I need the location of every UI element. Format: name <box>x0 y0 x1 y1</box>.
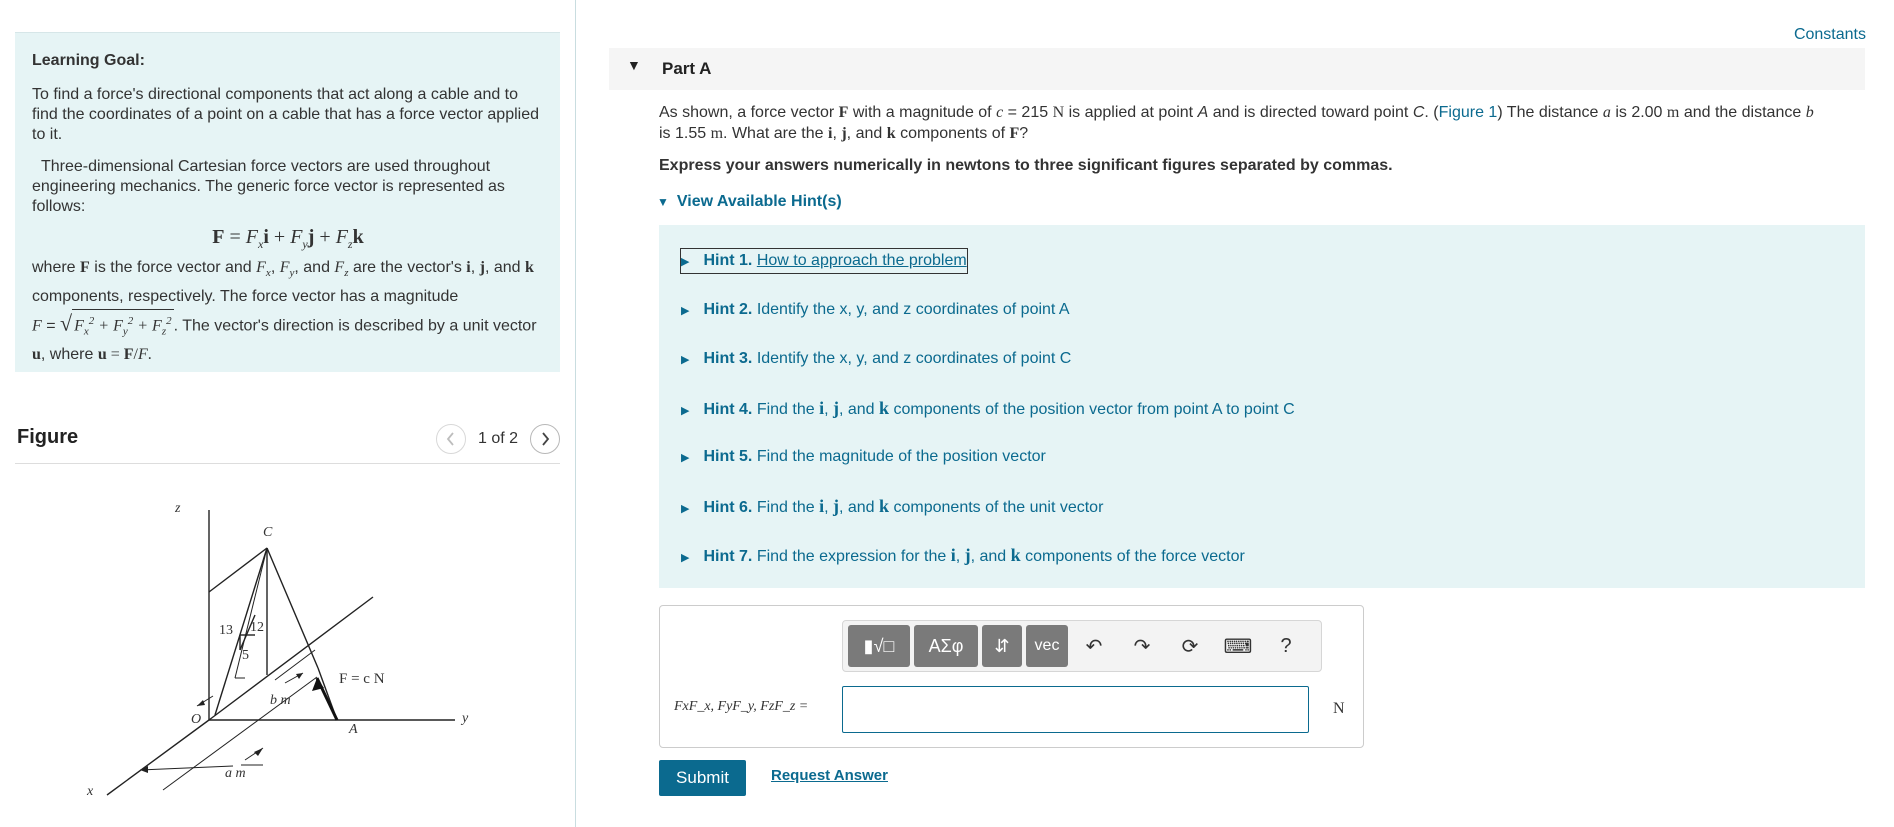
chevron-left-icon <box>446 432 456 446</box>
templates-button[interactable]: ▮√□ <box>848 625 910 667</box>
hint-6[interactable]: ▶ Hint 6. Find the i, j, and k components of the unit vector <box>681 496 1104 516</box>
z-axis-label: z <box>175 501 181 516</box>
figure-page-indicator: 1 of 2 <box>477 430 518 447</box>
intro-text: Three-dimensional Cartesian force vectors are used throughout engineering mechanics. The generic force vector is represented as follows: <box>32 158 505 215</box>
force-label: F = c N <box>339 671 385 687</box>
learning-goal-title: Learning Goal: <box>32 52 145 69</box>
figure-1-link[interactable]: Figure 1 <box>1438 104 1498 121</box>
hint-7[interactable]: ▶ Hint 7. Find the expression for the i, j, and k components of the force vector <box>681 545 1245 565</box>
slope-13-label: 13 <box>219 623 233 638</box>
figure-header <box>15 420 560 464</box>
slope-5-label: 5 <box>242 648 249 663</box>
caret-down-icon: ▼ <box>657 195 669 209</box>
x-axis <box>107 720 209 795</box>
hint-2[interactable]: ▶ Hint 2. Identify the x, y, and z coordinates of point A <box>681 301 1070 318</box>
greek-symbols-button[interactable]: ΑΣφ <box>914 625 978 667</box>
caret-right-icon: ▶ <box>681 405 690 417</box>
hint-3[interactable]: ▶ Hint 3. Identify the x, y, and z coordinates of point C <box>681 350 1072 367</box>
answer-input[interactable] <box>842 686 1309 733</box>
dimension-a-label: a m <box>225 766 246 781</box>
dimension-b-label: b m <box>270 693 291 708</box>
part-a-header[interactable] <box>609 48 1865 90</box>
force-vector-equation: $F = F_xi + F_yj + F_zk$ <box>212 226 364 251</box>
answer-instruction: Express your answers numerically in newtons to three significant figures separated by commas. <box>659 157 1393 174</box>
x-axis-label: x <box>87 784 94 799</box>
vector-button[interactable]: vec <box>1026 625 1068 667</box>
view-hints-toggle[interactable]: ▼ View Available Hint(s) <box>657 193 842 210</box>
next-figure-button[interactable] <box>530 424 560 454</box>
y-axis-label: y <box>462 711 469 726</box>
answer-entry-box <box>659 605 1364 748</box>
caret-right-icon: ▶ <box>681 552 690 564</box>
help-icon[interactable]: ? <box>1280 634 1292 657</box>
answer-label: FxF_x, FyF_y, FzF_z = <box>674 699 809 714</box>
point-a-label: A <box>349 722 358 737</box>
hints-panel <box>659 225 1865 588</box>
caret-right-icon: ▶ <box>681 452 690 464</box>
hint-5[interactable]: ▶ Hint 5. Find the magnitude of the position vector <box>681 448 1046 465</box>
point-c-label: C <box>263 525 273 540</box>
hint-1[interactable]: ▶ Hint 1. How to approach the problem <box>681 249 967 273</box>
redo-icon[interactable]: ↷ <box>1133 635 1151 658</box>
part-title: Part A <box>662 59 712 78</box>
slope-12-label: 12 <box>250 620 264 635</box>
vector-explanation: where F is the force vector and $F_x$, $F_y$, and $F_z$ are the vector's i, j, and k components, respectively. The force vector has a magnitude F = √ $F_x^2 + F_y^2 + F_z^2$ . The vector's direction is described by a unit vector u, where u = F/F. <box>32 259 537 363</box>
hint-4[interactable]: ▶ Hint 4. Find the i, j, and k components of the position vector from point A to point C <box>681 398 1295 418</box>
origin-label: O <box>191 712 202 727</box>
guide-line <box>209 597 373 720</box>
question-text: As shown, a force vector F with a magnitude of c = 215 N is applied at point A and is directed toward point C. (Figure 1) The distance a is 2.00 m and the distance b is 1.55 m. What are the i, j, and k components of F? <box>659 104 1814 142</box>
answer-unit: N <box>1333 700 1345 717</box>
chevron-right-icon <box>540 432 550 446</box>
learning-goal-text: To find a force's directional components that act along a cable and to find the coordinates of a point on a cable that has a force vector applied to it. <box>32 86 539 143</box>
submit-button[interactable]: Submit <box>659 760 746 796</box>
caret-right-icon: ▶ <box>681 305 690 317</box>
force-diagram <box>87 490 495 800</box>
collapse-triangle-icon[interactable]: ▼ <box>627 57 641 73</box>
panel-divider <box>575 0 576 827</box>
caret-right-icon: ▶ <box>681 503 690 515</box>
caret-right-icon: ▶ <box>681 256 690 268</box>
figure-title: Figure <box>17 426 79 448</box>
learning-goal-box <box>15 32 560 372</box>
math-toolbar <box>842 620 1322 672</box>
request-answer-link[interactable]: Request Answer <box>771 767 888 784</box>
undo-icon[interactable]: ↶ <box>1085 635 1103 658</box>
figure-pager <box>436 424 560 454</box>
caret-right-icon: ▶ <box>681 354 690 366</box>
previous-figure-button[interactable] <box>436 424 466 454</box>
keyboard-icon[interactable]: ⌨ <box>1223 635 1253 658</box>
reset-icon[interactable]: ⟳ <box>1181 635 1199 658</box>
constants-link[interactable]: Constants <box>1793 26 1866 43</box>
sub-superscript-button[interactable]: ⇵ <box>982 625 1022 667</box>
